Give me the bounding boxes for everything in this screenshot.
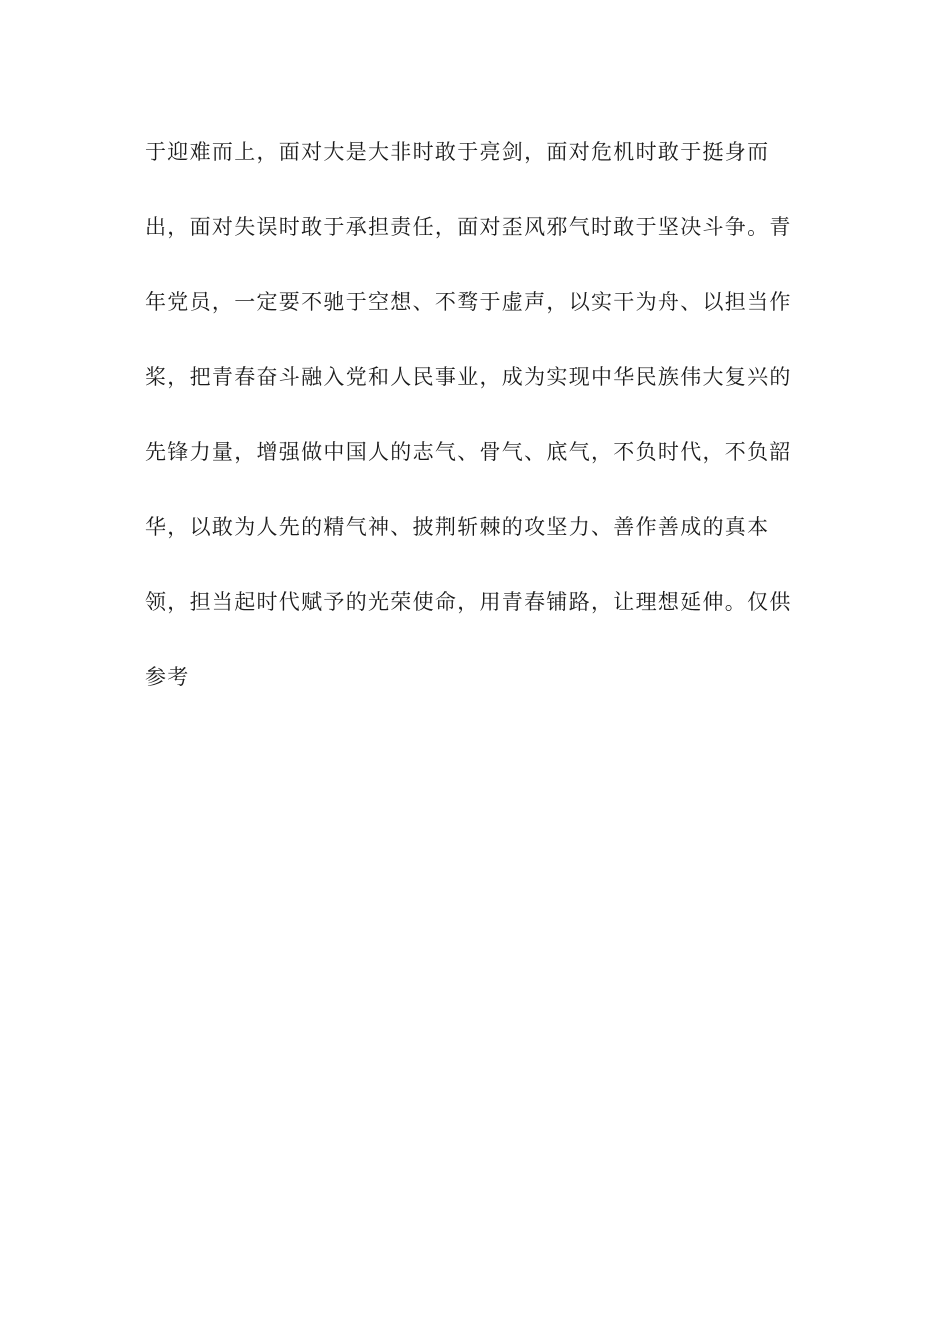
body-paragraph — [145, 132, 805, 732]
paragraph-line: 出，面对失误时敢于承担责任，面对歪风邪气时敢于坚决斗争。青 — [145, 215, 792, 239]
paragraph-line: 华，以敢为人先的精气神、披荆斩棘的攻坚力、善作善成的真本 — [145, 515, 770, 539]
paragraph-line: 于迎难而上，面对大是大非时敢于亮剑，面对危机时敢于挺身而 — [145, 140, 770, 164]
paragraph-line: 参考 — [145, 665, 190, 689]
paragraph-line: 领，担当起时代赋予的光荣使命，用青春铺路，让理想延伸。仅供 — [145, 590, 792, 614]
paragraph-line: 桨，把青春奋斗融入党和人民事业，成为实现中华民族伟大复兴的 — [145, 365, 792, 389]
paragraph-line: 先锋力量，增强做中国人的志气、骨气、底气，不负时代，不负韶 — [145, 440, 792, 464]
paragraph-line: 年党员，一定要不驰于空想、不骛于虚声，以实干为舟、以担当作 — [145, 290, 792, 314]
